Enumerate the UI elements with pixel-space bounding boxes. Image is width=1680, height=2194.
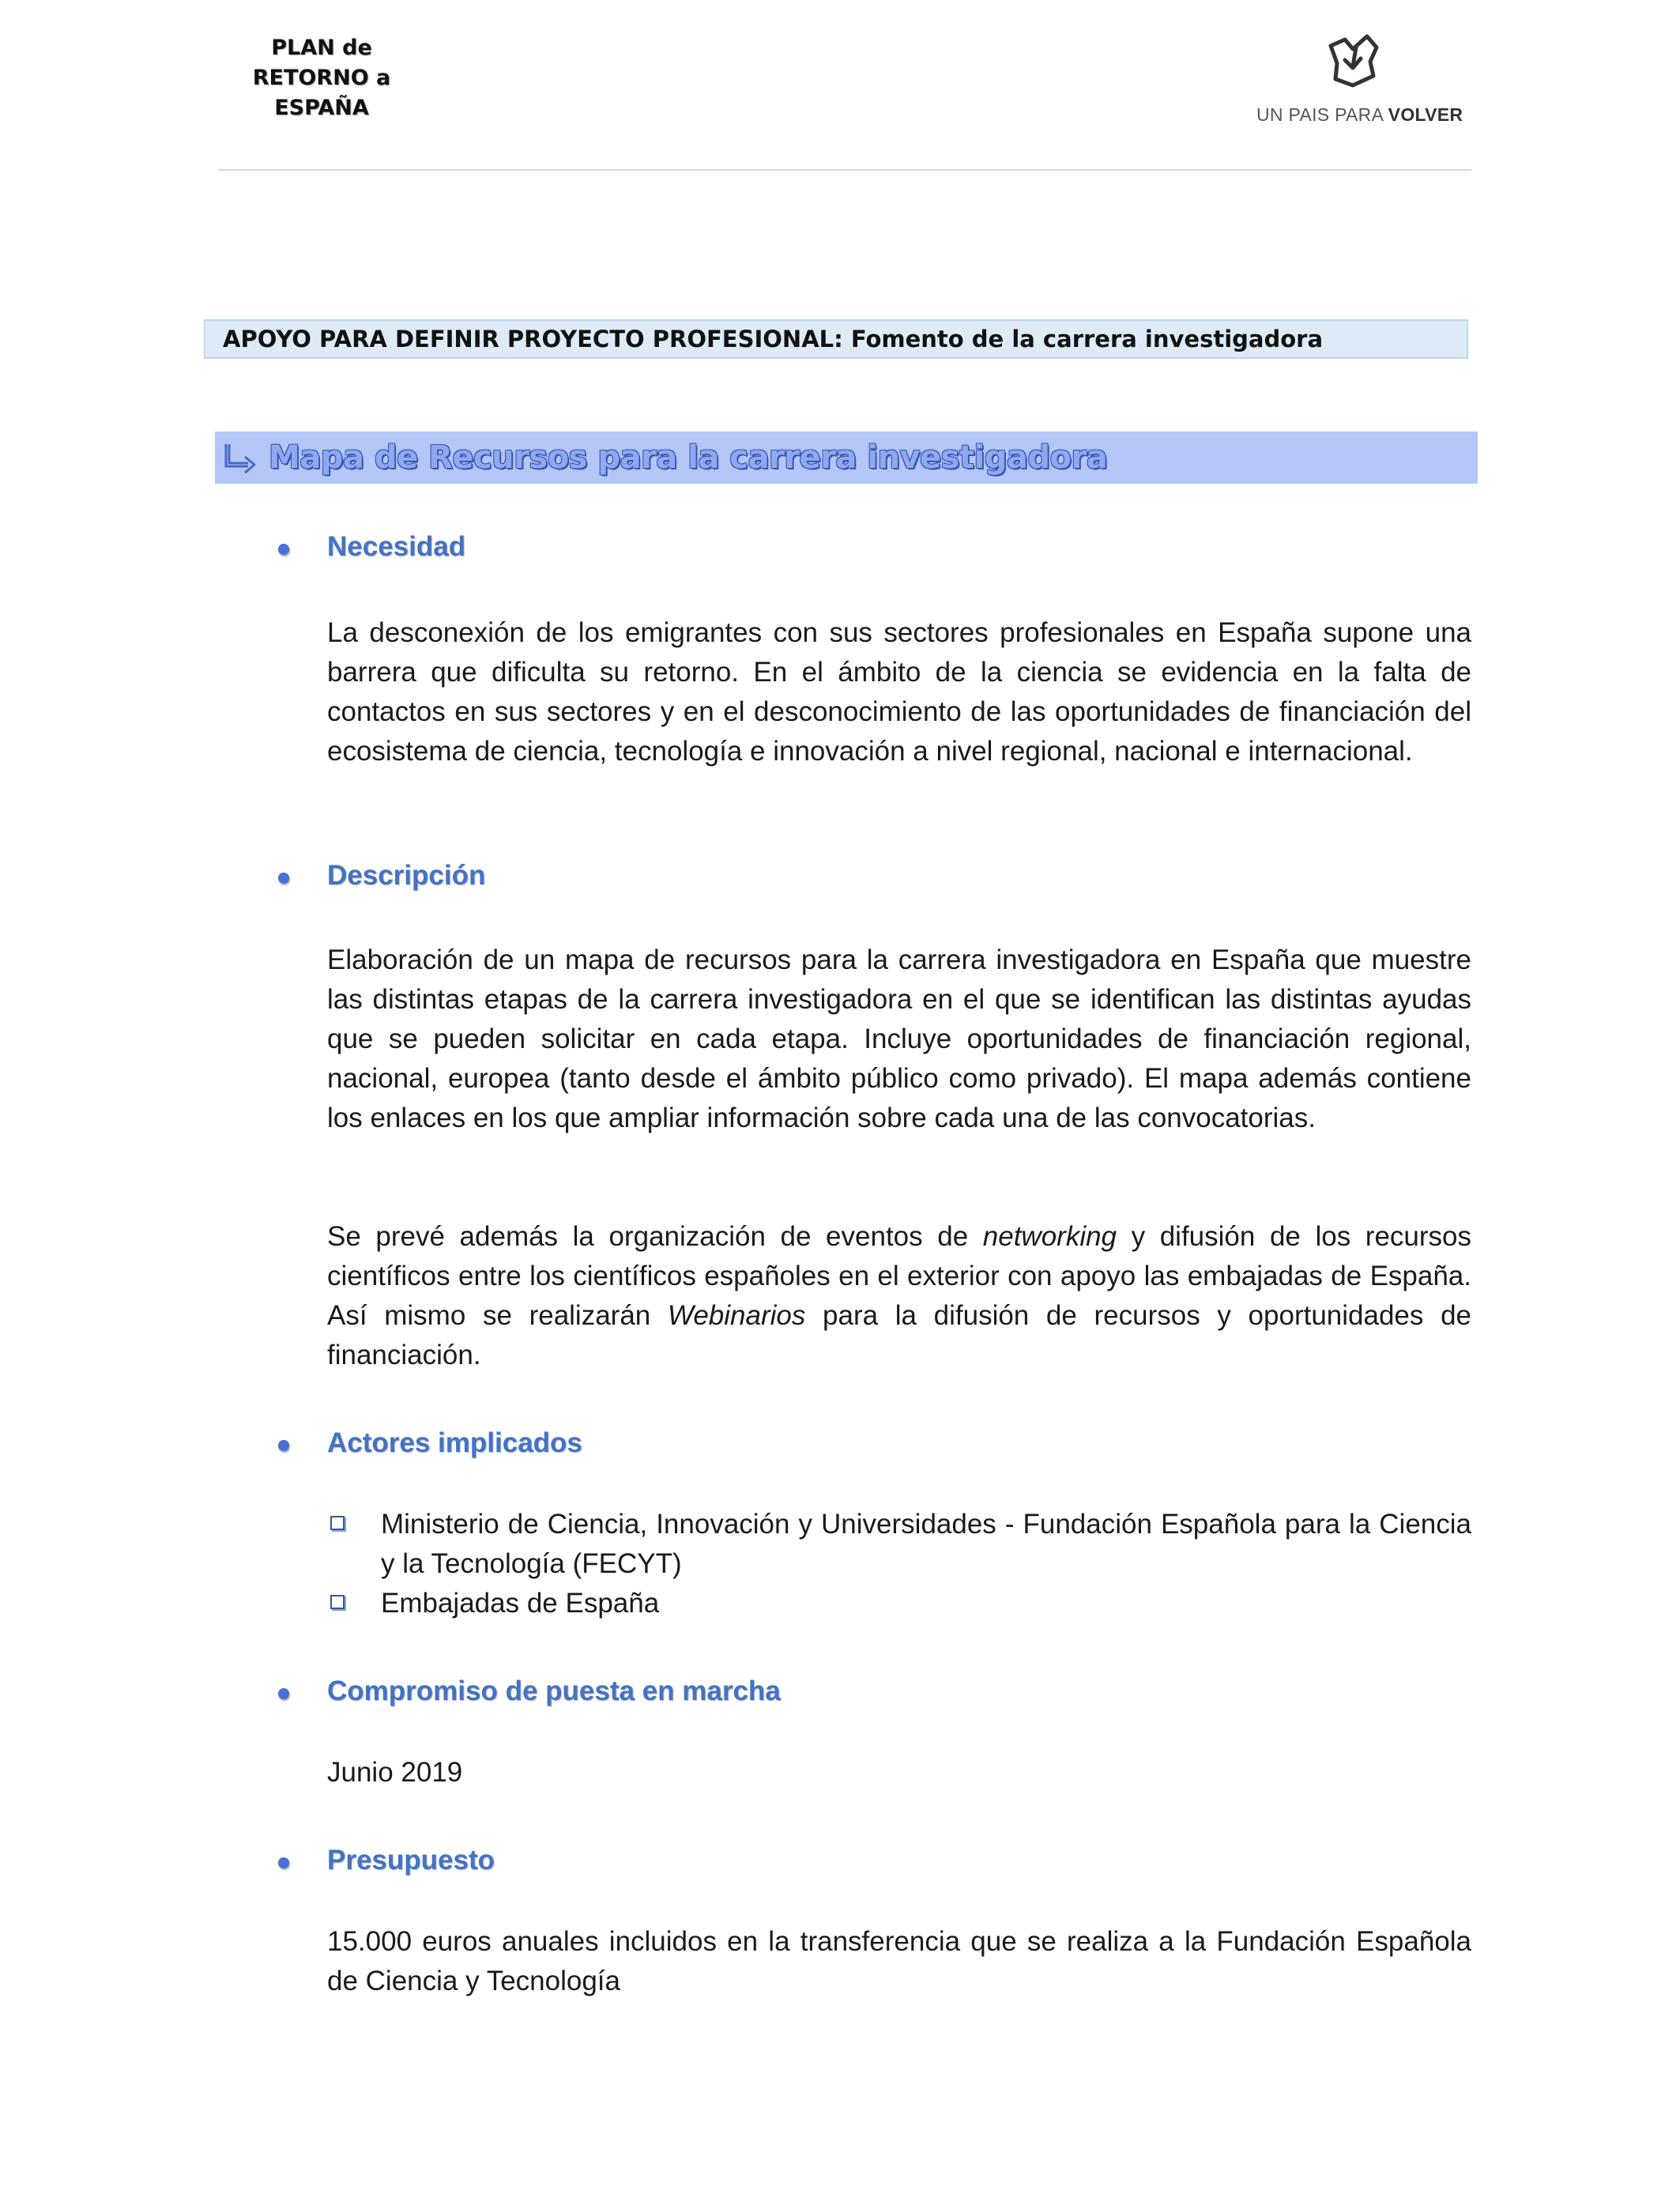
descripcion-text-2 <box>327 1217 1471 1375</box>
section-label: APOYO PARA DEFINIR PROYECTO PROFESIONAL: <box>223 326 843 352</box>
descripcion-text-2b: y difusión de los recursos científicos entre los científicos españoles en el exterior con apoyo las embajadas de España. Así mismo se realizarán <box>327 1221 1472 1331</box>
compromiso-heading: Compromiso de puesta en marcha <box>327 1676 781 1706</box>
section-sublabel: Fomento de la carrera investigadora <box>850 326 1324 352</box>
plan-retorno-logo-text <box>237 33 406 123</box>
logo-tagline <box>1256 104 1463 126</box>
page-title: Mapa de Recursos para la carrera investigadora <box>269 439 1108 476</box>
logo-tagline-bold: VOLVER <box>1388 104 1463 125</box>
descripcion-heading: Descripción <box>327 860 486 891</box>
plan-line-3: ESPAÑA <box>274 96 369 120</box>
compromiso-text: Junio 2019 <box>327 1757 463 1788</box>
bullet-icon <box>278 1440 289 1451</box>
descripcion-text-2a: Se prevé además la organización de eventos de <box>327 1221 983 1252</box>
list-item: Ministerio de Ciencia, Innovación y Universidades - Fundación Española para la Ciencia y la Tecnología (FECYT) <box>381 1509 1471 1579</box>
bullet-icon <box>278 1857 289 1868</box>
descripcion-text-1: Elaboración de un mapa de recursos para la carrera investigadora en España que muestre las distintas etapas de la carrera investigadora en el que se identifican las distintas ayudas que se pueden solicitar en cada etapa. Incluye oportunidades de financiación regional, nacional, europea (tanto desde el ámbito público como privado). El mapa además contiene los enlaces en los que ampliar información sobre cada una de las convocatorias. <box>327 944 1471 1133</box>
map-arrow-icon <box>1321 30 1384 93</box>
descripcion-webinarios: Webinarios <box>667 1300 806 1331</box>
checkbox-bullet-icon <box>330 1595 345 1609</box>
arrow-right-icon <box>223 439 259 476</box>
necesidad-text: La desconexión de los emigrantes con sus sectores profesionales en España supone una barrera que dificulta su retorno. En el ámbito de la ciencia se evidencia en la falta de contactos en sus sectores y en el desconocimiento de las oportunidades de financiación del ecosistema de ciencia, tecnología e innovación a nivel regional, nacional e internacional. <box>327 617 1471 767</box>
descripcion-networking: networking <box>982 1221 1117 1252</box>
header-divider <box>218 169 1471 171</box>
necesidad-heading: Necesidad <box>327 531 466 562</box>
section-label-box <box>204 319 1468 359</box>
bullet-icon <box>278 873 289 884</box>
plan-line-2: RETORNO a <box>252 66 391 90</box>
actores-heading: Actores implicados <box>327 1427 582 1458</box>
presupuesto-text: 15.000 euros anuales incluidos en la transferencia que se realiza a la Fundación Española de Ciencia y Tecnología <box>327 1926 1471 1996</box>
checkbox-bullet-icon <box>330 1516 345 1530</box>
plan-line-1: PLAN de <box>271 36 372 60</box>
list-item: Embajadas de España <box>381 1588 660 1619</box>
bullet-icon <box>278 544 289 555</box>
descripcion-text-2c: para la difusión de recursos y oportunidades de financiación. <box>327 1300 1471 1370</box>
bullet-icon <box>278 1688 289 1699</box>
logo-tagline-light: UN PAIS PARA <box>1256 104 1383 125</box>
presupuesto-heading: Presupuesto <box>327 1845 495 1875</box>
